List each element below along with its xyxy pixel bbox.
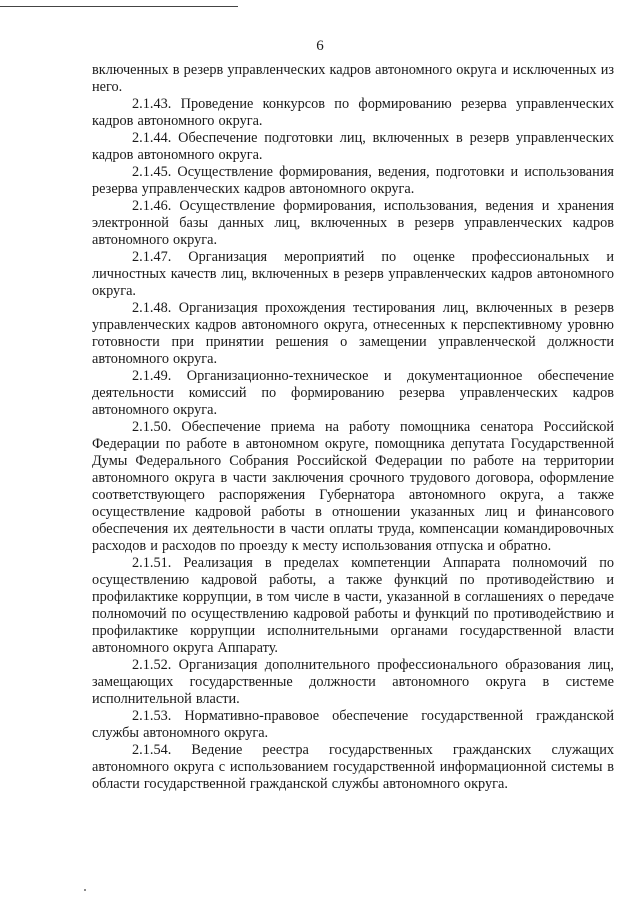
paragraph-2-1-47: 2.1.47. Организация мероприятий по оценке профессиональных и личностных качеств лиц, включенных в резерв управленческих кадров автономного округа. xyxy=(92,249,614,299)
paragraph-2-1-44: 2.1.44. Обеспечение подготовки лиц, включенных в резерв управленческих кадров автономного округа. xyxy=(92,130,614,163)
paragraph-2-1-48: 2.1.48. Организация прохождения тестирования лиц, включенных в резерв управленческих кадров автономного округа, отнесенных к перспективному уровню готовности при принятии решения о замещении управленческой должности автономного округа. xyxy=(92,300,614,367)
paragraph-2-1-53: 2.1.53. Нормативно-правовое обеспечение государственной гражданской службы автономного округа. xyxy=(92,708,614,741)
paragraph-2-1-46: 2.1.46. Осуществление формирования, использования, ведения и хранения электронной базы данных лиц, включенных в резерв управленческих кадров автономного округа. xyxy=(92,198,614,248)
page-number: 6 xyxy=(316,38,324,54)
paragraph-continuation: включенных в резерв управленческих кадров автономного округа и исключенных из него. xyxy=(92,62,614,95)
top-rule xyxy=(0,6,238,7)
paragraph-2-1-45: 2.1.45. Осуществление формирования, ведения, подготовки и использования резерва управленческих кадров автономного округа. xyxy=(92,164,614,197)
paragraph-2-1-51: 2.1.51. Реализация в пределах компетенции Аппарата полномочий по осуществлению кадровой работы, а также функций по противодействию и профилактике коррупции, в том числе в части, указанной в соглашениях о передаче полномочий по осуществлению кадровой работы и функций по противодействию и профилактике коррупции исполнительными органами государственной власти автономного округа Аппарату. xyxy=(92,555,614,656)
scan-speck xyxy=(84,889,86,891)
paragraph-2-1-43: 2.1.43. Проведение конкурсов по формированию резерва управленческих кадров автономного округа. xyxy=(92,96,614,129)
paragraph-2-1-50: 2.1.50. Обеспечение приема на работу помощника сенатора Российской Федерации по работе в автономном округе, помощника депутата Государственной Думы Федерального Собрания Российской Федерации по работе на территории автономного округа в части заключения срочного трудового договора, оформление соответствующего распоряжения Губернатора автономного округа, а также осуществление кадровой работы в отношении указанных лиц и финансового обеспечения их деятельности в части оплаты труда, компенсации командировочных расходов и расходов по проезду к месту использования отпуска и обратно. xyxy=(92,419,614,554)
document-body xyxy=(92,62,614,793)
paragraph-2-1-49: 2.1.49. Организационно-техническое и документационное обеспечение деятельности комиссий по формированию резерва управленческих кадров автономного округа. xyxy=(92,368,614,418)
paragraph-2-1-52: 2.1.52. Организация дополнительного профессионального образования лиц, замещающих государственные должности автономного округа в системе исполнительной власти. xyxy=(92,657,614,707)
paragraph-2-1-54: 2.1.54. Ведение реестра государственных гражданских служащих автономного округа с использованием государственной информационной системы в области государственной гражданской службы автономного округа. xyxy=(92,742,614,792)
